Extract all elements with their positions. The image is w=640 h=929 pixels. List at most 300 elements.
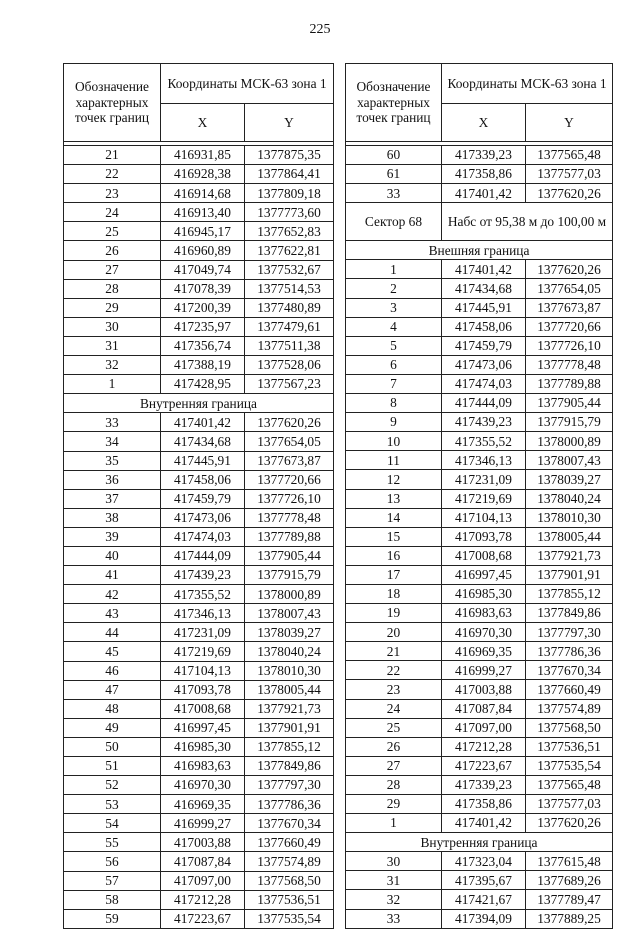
coord-y: 1377797,30: [526, 623, 613, 642]
coord-y: 1377528,06: [245, 356, 334, 375]
coord-x: 416913,40: [161, 203, 245, 222]
point-number: 24: [346, 699, 442, 718]
table-row: [346, 661, 613, 680]
point-number: 30: [346, 852, 442, 871]
table-row: [64, 260, 334, 279]
point-number: 58: [64, 890, 161, 909]
coord-y: 1377670,34: [526, 661, 613, 680]
table-row: [346, 508, 613, 527]
table-row: [346, 470, 613, 489]
coord-y: 1377574,89: [526, 699, 613, 718]
point-number: 26: [64, 241, 161, 260]
table-row: [64, 699, 334, 718]
coord-x: 417231,09: [161, 623, 245, 642]
coord-x: 417346,13: [442, 451, 526, 470]
coord-x: 417223,67: [161, 909, 245, 928]
coord-y: 1377622,81: [245, 241, 334, 260]
table-row: [346, 432, 613, 451]
point-number: 38: [64, 508, 161, 527]
coord-y: 1377855,12: [526, 584, 613, 603]
point-number: 26: [346, 737, 442, 756]
coord-y: 1377786,36: [526, 642, 613, 661]
coord-y: 1377652,83: [245, 222, 334, 241]
coord-x: 417473,06: [442, 355, 526, 374]
point-number: 57: [64, 871, 161, 890]
table-row: [346, 890, 613, 909]
point-number: 10: [346, 432, 442, 451]
coord-x: 417355,52: [442, 432, 526, 451]
header-coordinates: Координаты МСК-63 зона 1: [442, 64, 613, 104]
coord-y: 1377720,66: [245, 470, 334, 489]
table-row: [64, 604, 334, 623]
table-row: [64, 680, 334, 699]
point-number: 11: [346, 451, 442, 470]
point-number: 8: [346, 394, 442, 413]
table-row: [346, 775, 613, 794]
coord-x: 417087,84: [442, 699, 526, 718]
table-row: [64, 833, 334, 852]
coord-y: 1377915,79: [526, 413, 613, 432]
table-row: [64, 241, 334, 260]
point-number: 49: [64, 718, 161, 737]
table-row: [64, 661, 334, 680]
point-number: 53: [64, 795, 161, 814]
sector-height-range: Набс от 95,38 м до 100,00 м: [442, 203, 613, 241]
coord-x: 416983,63: [442, 604, 526, 623]
point-number: 17: [346, 565, 442, 584]
coord-y: 1377789,88: [526, 374, 613, 393]
coord-y: 1377673,87: [526, 298, 613, 317]
coord-x: 417428,95: [161, 375, 245, 394]
section-label: Внутренняя граница: [346, 833, 613, 852]
coord-y: 1378000,89: [245, 585, 334, 604]
point-number: 12: [346, 470, 442, 489]
coord-y: 1377720,66: [526, 317, 613, 336]
section-header-row: [64, 394, 334, 413]
table-row: [64, 814, 334, 833]
coord-y: 1377577,03: [526, 795, 613, 814]
table-row: [64, 718, 334, 737]
coord-x: 417212,28: [442, 737, 526, 756]
table-row: [346, 852, 613, 871]
table-row: [346, 795, 613, 814]
coord-x: 417444,09: [442, 394, 526, 413]
coord-y: 1377889,25: [526, 909, 613, 928]
table-row: [346, 184, 613, 203]
point-number: 22: [346, 661, 442, 680]
coord-x: 417445,91: [161, 451, 245, 470]
table-row: [346, 279, 613, 298]
coord-y: 1377479,61: [245, 317, 334, 336]
table-row: [346, 165, 613, 184]
coord-y: 1378010,30: [245, 661, 334, 680]
point-number: 9: [346, 413, 442, 432]
coord-y: 1377778,48: [526, 355, 613, 374]
coord-y: 1378010,30: [526, 508, 613, 527]
coord-x: 416914,68: [161, 184, 245, 203]
coord-y: 1378007,43: [245, 604, 334, 623]
table-row: [346, 680, 613, 699]
point-number: 44: [64, 623, 161, 642]
table-row: [64, 222, 334, 241]
coord-y: 1377849,86: [245, 757, 334, 776]
coord-y: 1377670,34: [245, 814, 334, 833]
coord-y: 1378000,89: [526, 432, 613, 451]
coord-x: 417093,78: [161, 680, 245, 699]
coord-x: 417104,13: [442, 508, 526, 527]
point-number: 27: [346, 756, 442, 775]
coord-y: 1377514,53: [245, 279, 334, 298]
page-number: 225: [309, 22, 331, 37]
table-row: [64, 776, 334, 795]
coord-y: 1377565,48: [526, 775, 613, 794]
coord-x: 417008,68: [442, 546, 526, 565]
coord-x: 417401,42: [442, 814, 526, 833]
coord-x: 417235,97: [161, 317, 245, 336]
point-number: 52: [64, 776, 161, 795]
point-number: 32: [64, 356, 161, 375]
coord-y: 1378005,44: [526, 527, 613, 546]
point-number: 29: [64, 298, 161, 317]
coord-x: 417356,74: [161, 336, 245, 355]
table-row: [64, 451, 334, 470]
coord-x: 417219,69: [442, 489, 526, 508]
point-number: 31: [64, 336, 161, 355]
point-number: 19: [346, 604, 442, 623]
table-row: [64, 356, 334, 375]
point-number: 30: [64, 317, 161, 336]
coord-y: 1378007,43: [526, 451, 613, 470]
coord-x: 417003,88: [442, 680, 526, 699]
coord-x: 417401,42: [161, 413, 245, 432]
table-row: [64, 146, 334, 165]
coord-y: 1377535,54: [245, 909, 334, 928]
coord-x: 417087,84: [161, 852, 245, 871]
coord-x: 417339,23: [442, 775, 526, 794]
coord-y: 1377577,03: [526, 165, 613, 184]
point-number: 61: [346, 165, 442, 184]
coord-y: 1377660,49: [526, 680, 613, 699]
coord-x: 416928,38: [161, 165, 245, 184]
point-number: 50: [64, 737, 161, 756]
point-number: 28: [346, 775, 442, 794]
coord-x: 417421,67: [442, 890, 526, 909]
point-number: 46: [64, 661, 161, 680]
coordinates-table-right: [345, 63, 613, 929]
table-row: [346, 336, 613, 355]
table-row: [64, 413, 334, 432]
point-number: 51: [64, 757, 161, 776]
coord-y: 1377809,18: [245, 184, 334, 203]
table-row: [64, 470, 334, 489]
coord-x: 417223,67: [442, 756, 526, 775]
point-number: 54: [64, 814, 161, 833]
coord-y: 1377849,86: [526, 604, 613, 623]
point-number: 42: [64, 585, 161, 604]
coord-x: 417078,39: [161, 279, 245, 298]
coord-x: 416997,45: [161, 718, 245, 737]
table-row: [346, 737, 613, 756]
coord-x: 417003,88: [161, 833, 245, 852]
table-row: [346, 909, 613, 928]
point-number: 15: [346, 527, 442, 546]
table-row: [64, 852, 334, 871]
coord-x: 416999,27: [161, 814, 245, 833]
coord-y: 1377673,87: [245, 451, 334, 470]
table-row: [346, 298, 613, 317]
point-number: 33: [346, 909, 442, 928]
coord-y: 1377726,10: [526, 336, 613, 355]
coord-x: 417439,23: [442, 413, 526, 432]
coord-y: 1378040,24: [245, 642, 334, 661]
coord-x: 416985,30: [442, 584, 526, 603]
coord-y: 1377773,60: [245, 203, 334, 222]
coord-x: 417104,13: [161, 661, 245, 680]
coord-x: 416931,85: [161, 146, 245, 165]
point-number: 1: [346, 814, 442, 833]
coord-x: 416945,17: [161, 222, 245, 241]
table-row: [346, 146, 613, 165]
point-number: 4: [346, 317, 442, 336]
coord-y: 1377511,38: [245, 336, 334, 355]
coord-x: 417459,79: [442, 336, 526, 355]
point-number: 16: [346, 546, 442, 565]
coord-x: 416997,45: [442, 565, 526, 584]
table-row: [346, 413, 613, 432]
coord-x: 416969,35: [442, 642, 526, 661]
point-number: 31: [346, 871, 442, 890]
coord-y: 1377789,47: [526, 890, 613, 909]
table-body-right: [346, 146, 613, 929]
coord-x: 417200,39: [161, 298, 245, 317]
point-number: 25: [346, 718, 442, 737]
coord-x: 416983,63: [161, 757, 245, 776]
coord-x: 416970,30: [442, 623, 526, 642]
coord-x: 417474,03: [442, 374, 526, 393]
point-number: 33: [64, 413, 161, 432]
point-number: 35: [64, 451, 161, 470]
point-number: 39: [64, 527, 161, 546]
table-row: [346, 489, 613, 508]
table-row: [64, 623, 334, 642]
point-number: 33: [346, 184, 442, 203]
table-row: [346, 260, 613, 279]
coord-x: 417401,42: [442, 260, 526, 279]
coord-y: 1377568,50: [526, 718, 613, 737]
header-y: Y: [526, 104, 613, 142]
coord-y: 1377901,91: [245, 718, 334, 737]
point-number: 47: [64, 680, 161, 699]
table-row: [64, 165, 334, 184]
point-number: 18: [346, 584, 442, 603]
point-number: 13: [346, 489, 442, 508]
table-row: [64, 336, 334, 355]
coord-x: 417231,09: [442, 470, 526, 489]
point-number: 36: [64, 470, 161, 489]
coord-y: 1377789,88: [245, 527, 334, 546]
point-number: 3: [346, 298, 442, 317]
point-number: 56: [64, 852, 161, 871]
table-row: [346, 527, 613, 546]
coord-y: 1377535,54: [526, 756, 613, 775]
section-header-row: [346, 241, 613, 260]
coord-x: 417097,00: [442, 718, 526, 737]
coord-x: 417394,09: [442, 909, 526, 928]
point-number: 22: [64, 165, 161, 184]
coord-y: 1377620,26: [526, 260, 613, 279]
point-number: 6: [346, 355, 442, 374]
point-number: 21: [346, 642, 442, 661]
coord-y: 1377615,48: [526, 852, 613, 871]
coord-y: 1377620,26: [245, 413, 334, 432]
coord-y: 1377574,89: [245, 852, 334, 871]
sector-row: [346, 203, 613, 241]
coord-x: 417445,91: [442, 298, 526, 317]
coord-y: 1377567,23: [245, 375, 334, 394]
point-number: 1: [346, 260, 442, 279]
coord-x: 417388,19: [161, 356, 245, 375]
table-row: [64, 184, 334, 203]
table-row: [64, 432, 334, 451]
coord-y: 1377480,89: [245, 298, 334, 317]
coord-x: 417219,69: [161, 642, 245, 661]
point-number: 7: [346, 374, 442, 393]
point-number: 41: [64, 566, 161, 585]
table-row: [64, 757, 334, 776]
table-row: [346, 565, 613, 584]
coord-y: 1377915,79: [245, 566, 334, 585]
coord-x: 417439,23: [161, 566, 245, 585]
point-number: 28: [64, 279, 161, 298]
coord-x: 416970,30: [161, 776, 245, 795]
point-number: 37: [64, 489, 161, 508]
table-row: [346, 451, 613, 470]
coord-x: 417008,68: [161, 699, 245, 718]
point-number: 5: [346, 336, 442, 355]
table-row: [346, 584, 613, 603]
table-row: [346, 604, 613, 623]
point-number: 23: [346, 680, 442, 699]
point-number: 2: [346, 279, 442, 298]
table-row: [64, 375, 334, 394]
coord-y: 1377568,50: [245, 871, 334, 890]
table-row: [64, 737, 334, 756]
coord-x: 417346,13: [161, 604, 245, 623]
header-coordinates: Координаты МСК-63 зона 1: [161, 64, 334, 104]
coord-y: 1377620,26: [526, 184, 613, 203]
coord-x: 416960,89: [161, 241, 245, 260]
point-number: 29: [346, 795, 442, 814]
coord-x: 417459,79: [161, 489, 245, 508]
coord-y: 1377905,44: [245, 546, 334, 565]
table-row: [64, 909, 334, 928]
point-number: 45: [64, 642, 161, 661]
coord-y: 1377536,51: [245, 890, 334, 909]
coord-y: 1377726,10: [245, 489, 334, 508]
coord-y: 1377921,73: [526, 546, 613, 565]
table-row: [64, 546, 334, 565]
table-row: [346, 642, 613, 661]
sector-name: Сектор 68: [346, 203, 442, 241]
table-row: [346, 623, 613, 642]
point-number: 48: [64, 699, 161, 718]
section-label: Внутренняя граница: [64, 394, 334, 413]
point-number: 59: [64, 909, 161, 928]
coord-y: 1378005,44: [245, 680, 334, 699]
coord-y: 1378039,27: [245, 623, 334, 642]
point-number: 60: [346, 146, 442, 165]
table-body-left: [64, 146, 334, 929]
table-row: [64, 585, 334, 604]
table-row: [346, 814, 613, 833]
coord-x: 417358,86: [442, 165, 526, 184]
coord-x: 417049,74: [161, 260, 245, 279]
table-row: [64, 508, 334, 527]
table-row: [64, 317, 334, 336]
header-x: X: [442, 104, 526, 142]
coord-y: 1377689,26: [526, 871, 613, 890]
table-row: [64, 489, 334, 508]
coord-x: 417458,06: [442, 317, 526, 336]
coord-y: 1377921,73: [245, 699, 334, 718]
point-number: 32: [346, 890, 442, 909]
coord-y: 1377654,05: [526, 279, 613, 298]
table-row: [64, 279, 334, 298]
point-number: 43: [64, 604, 161, 623]
point-number: 20: [346, 623, 442, 642]
coord-x: 417474,03: [161, 527, 245, 546]
table-row: [64, 871, 334, 890]
section-header-row: [346, 833, 613, 852]
coord-x: 417097,00: [161, 871, 245, 890]
coord-y: 1377778,48: [245, 508, 334, 527]
table-row: [346, 374, 613, 393]
header-x: X: [161, 104, 245, 142]
coordinates-table-left: [63, 63, 334, 929]
point-number: 23: [64, 184, 161, 203]
table-row: [64, 642, 334, 661]
header-designation: Обозначение характерных точек границ: [64, 64, 161, 142]
coord-y: 1377855,12: [245, 737, 334, 756]
coord-x: 417323,04: [442, 852, 526, 871]
coord-y: 1377864,41: [245, 165, 334, 184]
table-row: [346, 871, 613, 890]
coord-y: 1377905,44: [526, 394, 613, 413]
coord-x: 416999,27: [442, 661, 526, 680]
coord-y: 1377875,35: [245, 146, 334, 165]
point-number: 27: [64, 260, 161, 279]
table-row: [64, 795, 334, 814]
coord-x: 417434,68: [442, 279, 526, 298]
header-designation: Обозначение характерных точек границ: [346, 64, 442, 142]
coord-x: 417401,42: [442, 184, 526, 203]
point-number: 21: [64, 146, 161, 165]
coord-x: 417355,52: [161, 585, 245, 604]
table-row: [64, 566, 334, 585]
table-row: [346, 546, 613, 565]
coord-x: 417473,06: [161, 508, 245, 527]
coord-y: 1377620,26: [526, 814, 613, 833]
table-row: [346, 718, 613, 737]
table-row: [346, 699, 613, 718]
coord-y: 1377565,48: [526, 146, 613, 165]
coord-y: 1377660,49: [245, 833, 334, 852]
table-row: [64, 203, 334, 222]
coord-x: 417444,09: [161, 546, 245, 565]
coord-x: 417458,06: [161, 470, 245, 489]
coord-x: 417339,23: [442, 146, 526, 165]
coord-x: 417434,68: [161, 432, 245, 451]
